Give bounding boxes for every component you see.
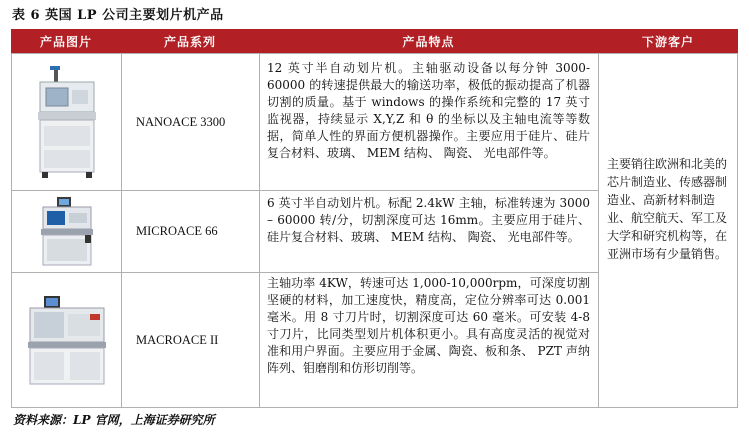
source-note: 资料来源：LP 官网，上海证券研究所 (13, 413, 215, 427)
product-image-nanoace (12, 54, 121, 190)
header-series: 产品系列 (121, 29, 259, 53)
features-microace: 6 英寸半自动划片机。标配 2.4kW 主轴，标准转速为 3000 – 60000 转/分，切割深度可达 16mm。主要应用于硅片、硅片复合材料、玻璃、 MEM 结构、 陶瓷、 光电部件等。 (267, 196, 590, 244)
series-macroace: MACROACE II (136, 332, 219, 347)
series-nanoace: NANOACE 3300 (136, 114, 226, 129)
table-title: 表 6 英国 LP 公司主要划片机产品 (12, 8, 224, 23)
product-image-macroace (12, 273, 121, 407)
clients-text: 主要销往欧洲和北美的芯片制造业、传感器制造业、高新材料制造业、航空航天、军工及大学和研究机构等，在亚洲市场有少量销售。 (607, 157, 728, 261)
features-nanoace: 12 英寸半自动划片机。主轴驱动设备以每分钟 3000-60000 的转速提供最大的输送功率，极低的振动提高了机器切割的质量。基于 windows 的操作系统和完整的 17 英寸监视器，持续显示 X,Y,Z 和 θ 的坐标以及主轴电流等等数据，简单人性的界面方便机器操作。主要应用于硅片、硅片复合材料、玻璃、 MEM 结构、 陶瓷、 光电部件等。 (267, 61, 590, 160)
header-image: 产品图片 (11, 29, 121, 53)
features-macroace: 主轴功率 4KW，转速可达 1,000-10,000rpm，可深度切割坚硬的材料，加工速度快，精度高，定位分辨率可达 0.001 毫米。用 8 寸刀片时，切割深度可达 60 毫米。可安装 4-8 寸刀片，比同类型划片机体积更小。具有高度灵活的视觉对准和用户界面。主要应用于金属、陶瓷、板和条、 PZT 声纳阵列、钼磨削和仿形切削等。 (267, 276, 590, 375)
series-microace: MICROACE 66 (136, 224, 218, 238)
product-image-microace (12, 191, 121, 272)
header-clients: 下游客户 (598, 29, 738, 53)
header-features: 产品特点 (259, 29, 598, 53)
product-table (11, 29, 738, 408)
